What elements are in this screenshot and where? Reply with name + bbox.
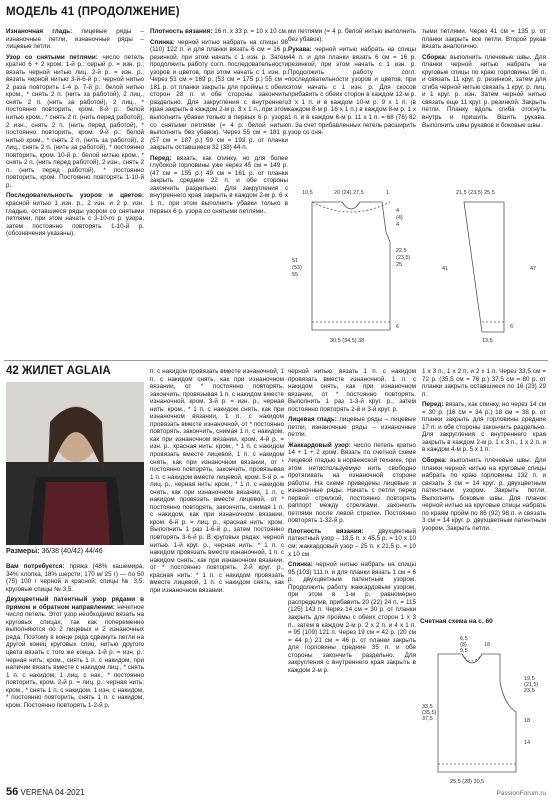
dim-label: (4) — [396, 215, 403, 221]
dim-label: 37,5 — [422, 716, 433, 722]
chart-reference: Счетная схема на с. 60 — [420, 618, 493, 625]
model41-header: МОДЕЛЬ 41 (ПРОДОЛЖЕНИЕ) — [6, 6, 180, 18]
dim-label: 13,5 — [482, 338, 493, 344]
p-title: Сборка: — [422, 457, 447, 465]
model41-col4 — [422, 28, 546, 132]
p-title: Спинка: — [288, 561, 313, 569]
dim-label: (8) — [460, 642, 467, 648]
site-credit: PassionForum.ru — [496, 790, 546, 797]
dim-label: 4 — [396, 222, 400, 228]
p-text: лицевые ряды – изнаночные петли, изнаночные ряды – лицевые петли. — [6, 28, 144, 51]
p-title: Рукава: — [288, 46, 312, 54]
page-number: 56 — [6, 786, 19, 798]
dim-label: 6,5 — [460, 636, 468, 642]
sizes-line — [6, 548, 146, 556]
dim-label: 6 — [396, 324, 400, 330]
dim-label: 23,5 — [524, 688, 535, 694]
p-text: пряжа (48% кашемира, 34% хлопка, 18% шерсти; 170 м/ 25 г) — по 50 (75) 100 г черной и красной; спицы № 3,5; круговые спицы № 3,5. — [6, 563, 144, 593]
p-text: ми петлями (= 4 р. белой нитью выполнить без убавок). — [288, 28, 416, 43]
p-title: Лицевая гладь: — [288, 416, 337, 424]
dim-label: 51 — [292, 258, 299, 264]
p-text: число петель кратно 14 + 1 + 2 кром. Вязать по счетной схеме лицевой гладью в норвежской технике, при этом нетиспользуемую нить свободно протягивать на изнаночной стороне работы. На схеме приведены лицевые и изнаночные ряды. Начать с петли перед первой стрелкой, постоянно повторять раппорт между стрелками, закончить петлями после левой стрелки. Постоянно повторять 1-32-й р. — [288, 441, 416, 525]
model-photo — [6, 382, 144, 545]
p-title: Перед: — [422, 401, 444, 409]
dim-label: 14 — [524, 740, 531, 746]
p-text: число петель кратно 6 + 2 кром. 1-й р.: серый р. = изн. р.; вязать черной нитью лиц. 2-й р. = изн. р.; вязать черной нитью 3-й-6-й р.: черной нитью 2 раза повторить 1-4 р. 7-й р.: белой нитью кром., * снять 2 п. (нить за работой), 2 лиц., снять 2 п. (нить за работой), 2 лиц., * постоянно повторить, кром. 8-й р.: белой нитью кром., * снять 2 п. (нить перед работой), 2 изн., снять 2 п. (нить перед работой), * постоянно повторить, кром. 9-й р.: белой нитью кром., * снять 2 п. (нить за работой), 2 лиц., снять 2 п. (нить за работой), * постоянно повторить, кром. 10-й р.: белой нитью кром., * снять 2 п. (нить перед работой), 2 изн., снять 2 п. (нить перед работой), * постоянно повторить, кром. Постоянно повторять 1-10-й р. — [6, 53, 144, 189]
p-text: 1 x 3 п., 1 x 2 п. и 2 x 1 п. Через 33,5 см = 72 р. (35,5 см = 76 р.) 37,5 см = 80 р. от планки закрыть оставшиеся по 16 (23) 29 п. — [422, 368, 546, 398]
dim-label: 25 — [396, 262, 403, 268]
dim-label: 19,5 — [524, 676, 535, 682]
p-title: Последовательность узоров и цветов: — [6, 192, 144, 200]
dim-label: (35,5) — [422, 710, 437, 716]
dim-label: (21,5) — [524, 682, 539, 688]
dim-label: 47 — [530, 266, 537, 272]
dim-label: 4 — [396, 208, 400, 214]
dim-label: (53) — [292, 265, 302, 271]
model41-col1 — [6, 28, 144, 241]
p-text: красной нитью 1 изн. р., 2 изн. и 2 р. изн. гладью, оставшиеся ряды узором со снятыми петлями, при этом начать с 3-10-го р. узора, затем постоянно повторять 1-10-й р. (обозначения указаны). — [6, 200, 144, 238]
magazine-issue: VERENA 04·2021 — [20, 788, 85, 797]
dim-label: 41 — [442, 266, 449, 272]
p-text: вязать, как спинку, но для более глубокой горловины уже через 45 см = 149 р. (47 см = 155 р.) 49 см = 161 р. от планки закрыть средние 22 п. и обе стороны закончить раздельно. Для закругления с внутреннего края закрыть в каждом 2-м р. 6 x 1 п., при этом выполнить убавки только в первых 6 р. узора со снятыми петлями. — [150, 154, 289, 215]
p-title: Жаккардовый узор: — [288, 441, 351, 449]
p-text: черной нитью набрать на спицы 98 (110) 122 п. и для планки вязать 6 см = 16 р. резинкой, при этом начать с 1 изн. р. Затем продолжить работу согл. последовательности узоров и цветов, при этом начать с 1 изн. р. Через 51 см = 169 р. (53 см = 175 р.) 55 см = 181 р. от планки закрыть для проймы с обеих сторон 28 п. и обе стороны закончить раздельно. Для закругления с внутреннего края закрыть в каждом 2-м р. 3 x 1 п., при этом выполнить убавки только в первых 6 р. узора со снятыми петлями (= 4 р. белой нитью выполнить без убавок). Через 55 см = 181 р. (57 см = 187 р.) 59 см = 193 р. от планки закрыть оставшиеся 32 (38) 44 п. — [150, 38, 288, 152]
p-title: Плотность вязания: — [288, 527, 364, 535]
p-text: вязать, как спинку, но через 14 см = 30 р. (16 см = 34 р.) 18 см = 38 р. от планки закрыть для горловины средние 17 п. и обе стороны закончить раздельно. Для закругления с внутреннего края закрыть в каждом 2-м р. 1 x 3 п., 1 x 2 п. и в каждом 4-м р. 5 x 1 п. — [422, 401, 547, 454]
p-text: тыми петлями. Через 41 см = 135 р. от планки закрыть все петли. Второй рукав вязать аналогично. — [422, 28, 546, 51]
model42-colc — [288, 368, 416, 677]
p-text: выполнить плечевые швы. Для планки черной нитью набрать на круговые спицы по краю горловины 96 п. и связать 11 круг. р. резинкой, затем для сгиба черной нитью связать 1 круг. р. лиц. и 1 круг. р. изн. Затем черной нитью связать еще 11 круг. р. резинкой. Закрыть петли. Планку вдоль сгиба отогнуть внутрь и пришить. Вшить рукава. Выполнить швы рукавов и боковые швы. — [422, 53, 547, 129]
p-title: Плотность вязания: — [150, 28, 213, 35]
section-divider — [4, 360, 548, 361]
p-text: выполнить плечевые швы. Для планки черной нитью на круговые спицы набрать по краю горловины 132 п. и связать 3 см = 14 круг. р. двухцветным патентным узором. Закрыть петли. Выполнить боковые швы. Для планок черной нитью на круговые спицы набрать по краям пройм по 86 (92) 98 п. и связать 3 см = 14 круг. р. двухцветным патентным узором. Закрыть петли. — [422, 457, 547, 532]
p-text: черной нитью набрать на спицы 95 (103) 111 п. и для планки вязать 1 см = 6 р. двухцветным патентным узором. Продолжить работу жаккардовым узором, при этом в 1-м р. равномерно распределив, прибавить 20 (22) 24 п. = 115 (125) 143 п. Через 14 см = 30 р. от планки закрыть для проймы с обеих сторон 1 x 3 п., затем в каждом 2-м р. 2 x 2 п. и 4 x 1 п. = 95 (109) 121 п. Через 19 см = 42 р. (20 см = 44 р.) 21 см = 46 р. от планки закрыть для горловины средние 35 п. и обе стороны закончить раздельно. Для закругления с внутреннего края закрыть в каждом 2-м р. — [288, 561, 417, 674]
vest-schematic — [420, 632, 548, 787]
body-schematic — [290, 182, 418, 347]
p-text: лицевые ряды – лицевые петли, изнаночные ряды – изнаночные петли. — [288, 416, 417, 439]
dim-label: 25,5 (28) 30,5 — [450, 779, 485, 785]
p-title: Изнаночная гладь: — [6, 28, 73, 35]
sleeve-schematic — [420, 182, 548, 347]
sizes-title: Размеры: — [6, 548, 40, 555]
model42-header: 42 ЖИЛЕТ AGLAIA — [6, 365, 111, 377]
model41-col2 — [150, 28, 288, 218]
p-text: двухцветный патентный узор – 18,5 п. x 45,5 р. = 10 x 10 см; жаккардовый узор – 25 п. x 21,5 р. = 10 x 10 см. — [288, 527, 416, 558]
dim-label: 9,5 — [460, 648, 468, 654]
model42-cola — [6, 563, 144, 712]
p-title: Вам потребуется: — [6, 563, 65, 570]
dim-label: 18 — [524, 718, 531, 724]
dim-label: 6 — [510, 324, 514, 330]
dim-label: 20 (24) 27,5 — [334, 190, 364, 196]
p-text: черной нитью: вязать 1 п. с накидом провязать вместе изнаночной, 1 п. с накидом снять, как при изнаночном вязании, от * постоянно повторять. Выполнить 1 раз 1-3-й круг. р., затем постоянно повторять 2-й и 3-й круг. р. — [288, 368, 416, 413]
page-footer — [6, 786, 85, 798]
dim-label: 10,5 — [302, 190, 313, 196]
dim-label: (23,5) — [396, 255, 411, 261]
dim-label: 30,5 (34,5) 38 — [330, 338, 365, 344]
p-text: нечетное число петель. Этот узор необходимо вязать на круговых спицах, так как попеременно выполняются по 2 лицевых и 2 изнаночных ряда. Поэтому в конце ряда сдвинуть петли на другой конец круговых спиц, нитью другого цвета вязать с того же конца. 1-й р. = изн. р.: черная нить; кром., снять 1 п. с накидом, при наличии вязать вместе с накидом лиц., * снять 1 п. с накидом, 1 лиц. с нак., * постоянно повторить, кром. 2-й р. = лиц. р.: черная нить; кром., * снять 1 п. с накидом, 1 изн. с накидом, * постоянно повторить, снять 1 п. с накидом, кром. Постоянно повторять 1-2-й р. — [6, 603, 145, 709]
model41-col3 — [288, 28, 416, 140]
dim-label: 21,5 (23,5) 25,5 — [456, 190, 495, 196]
dim-label: 18 — [484, 642, 491, 648]
p-text: черной нитью набрать на спицы 44 п. и для планки вязать 6 см = 16 р. резинкой, при этом начать с 1 изн. р. Продолжить работу согл. последовательности узоров и цветов, при этом начать с 1 изн. р. Для скосов прибавить с обеих сторон в каждом 12-м р. 3 x 1 п. и в каждом 10-м р. 9 x 1 п. (в каждом 8-м р. 16 x 1 п.) в каждом 8-м р. 1 x 1 п. и в каждом 6-м р. 11 x 1 п. = 68 (76) 82 п. За счет прибавленных петель расширить узор со сня- — [288, 46, 416, 137]
dim-label: 33,5 — [422, 704, 433, 710]
p-text: п. с накидом провязать вместе изнаночной, 1 п. с накидом снять, как при изнаночном вязании, от * постоянно повторять, закончить, провязывая 1 п. с накидом вместе изнаночной, кром. 3-й р. = изн. р., черная нить: кром., * 1 п. с накидом снять, как при изнаночном вязании, 1 п. с накидом провязать вместе изнаночной, от * постоянно повторять, закончить, снимая 1 п. с накидом, как при изнаночном вязании, кром. 4-й р. = изн. р., красная нить: кром., * 1 п. с накидом провязать вместе лицевой, 1 п. с накидом снять, как при изнаночном вязании, от * постоянно повторять, закончить, провязывая 1 п. с накидом вместе лицевой, кром. 5-й р. = лиц. р., черная нить: кром., * 1 п. с накидом снять, как при изнаночном вязании, 1 п. с накидом провязать вместе лицевой, от * постоянно повторять, закончить, снимая 1 п. с накидом, как при изнаночном вязании, кром. 6-й р. = лиц. р., красная нить: кром. Выполнить 1 раз 1-6-й р., затем постоянно повторять 3-6-й р. В круговых рядах: черной нитью. 1-й круг. р., черная нить: * 1 п. с накидом провязать вместе изнаночной, 1 п. с накидом снять, как при изнаночном вязании, от * постоянно повторять. 2-й круг. р., красная нить: * 1 п. с накидом провязать вместе лицевой, 1 п. с накидом снять, как при изнаночном вязании. — [150, 368, 284, 594]
p-text: 16 п. x 33 р. = 10 x 10 см. — [214, 28, 288, 35]
p-title: Перед: — [150, 154, 172, 162]
dim-label: 55 — [292, 272, 299, 278]
model42-cold — [422, 368, 546, 535]
p-title: Спинка: — [150, 38, 175, 46]
p-title: Двухцветный патентный узор рядами в прямом и обратном направлении: — [6, 596, 144, 611]
p-title: Сборка: — [422, 53, 447, 61]
dim-label: 1 — [386, 190, 390, 196]
model42-colb — [150, 368, 284, 597]
sizes-text: 36/38 (40/42) 44/46 — [41, 548, 103, 555]
p-title: Узор со снятыми петлями: — [6, 53, 98, 61]
dim-label: 22,5 — [396, 248, 407, 254]
